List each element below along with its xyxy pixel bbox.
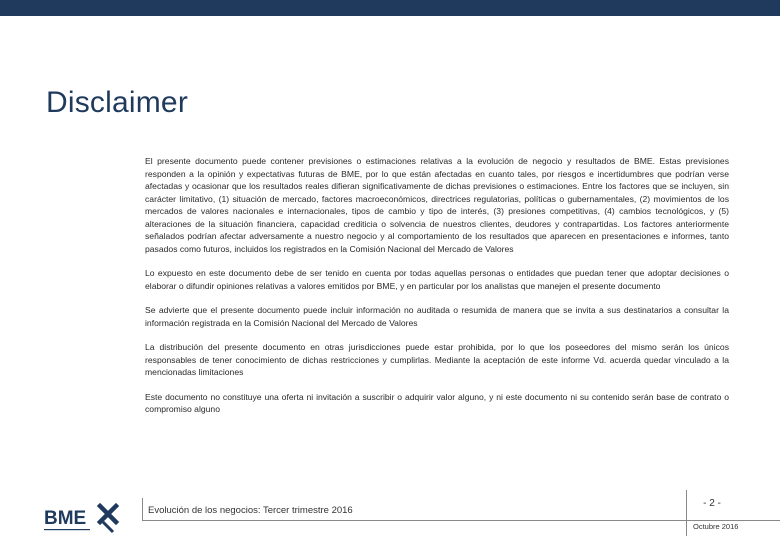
bme-logo-graphic: [44, 500, 122, 536]
disclaimer-paragraph-no-offer: Este documento no constituye una oferta ni invitación a suscribir o adquirir valor alguno, y ni este documento ni su contenido serán base de contrato o compromiso alguno: [145, 391, 729, 414]
page-title: Disclaimer: [46, 86, 189, 119]
disclaimer-paragraph-unaudited: Se advierte que el presente documento puede incluir información no auditada o resumida de manera que se invita a sus destinatarios a consultar la información registrada en la Comisión Nacional del Mercado de Valores: [145, 305, 729, 328]
footer-date: Octubre 2016: [693, 522, 739, 531]
disclaimer-paragraph-audience: Lo expuesto en este documento debe de ser tenido en cuenta por todas aquellas personas o entidades que puedan tener que adoptar decisiones o elaborar o difundir opiniones relativas a valores emitidos por BME, y en particular por los analistas que manejen el presente documento: [145, 268, 729, 291]
footer-rule: [370, 520, 780, 521]
disclaimer-paragraph-forecasts: El presente documento puede contener previsiones o estimaciones relativas a la evolución de negocio y resultados de BME. Estas previsiones responden a la opinión y expectativas futuras de BME, por lo que están afectadas en cuanto tales, por riesgos e incertidumbres que podrían verse afectadas y ocasionar que los resultados reales difieran significativamente de dichas previsiones o estimaciones. Entre los factores que se incluyen, sin carácter limitativo, (1) situación de mercado, factores macroeconómicos, directrices regulatorias, políticas o gubernamentales, (2) movimientos de los mercados de valores nacionales e internacionales, tipos de cambio y tipo de interés, (3) presiones competitivas, (4) cambios tecnológicos, y (5) alteraciones de la situación financiera, capacidad crediticia o solvencia de nuestros clientes, deudores y contrapartidas. Los factores anteriormente señalados podrían afectar adversamente a nuestro negocio y al comportamiento de los resultados que aparecen en presentaciones e informes, tanto pasados como futuros, incluidos los registrados en la Comisión Nacional del Mercado de Valores: [145, 156, 729, 254]
top-header-bar: [0, 0, 780, 16]
disclaimer-paragraph-distribution: La distribución del presente documento en otras jurisdicciones puede estar prohibida, por lo que los poseedores del mismo serán los únicos responsables de tener conocimiento de dichas restricciones y cumplirlas. Mediante la aceptación de este informe Vd. acuerda quedar vinculado a la mencionadas limitaciones: [145, 342, 729, 377]
page-number-divider: [686, 490, 687, 536]
bme-logo: [44, 500, 122, 536]
disclaimer-body: [145, 155, 729, 428]
bme-logo-wordmark: BME: [44, 508, 87, 529]
footer-document-title: Evolución de los negocios: Tercer trimestre 2016: [148, 505, 353, 516]
page-number: - 2 -: [703, 498, 721, 509]
